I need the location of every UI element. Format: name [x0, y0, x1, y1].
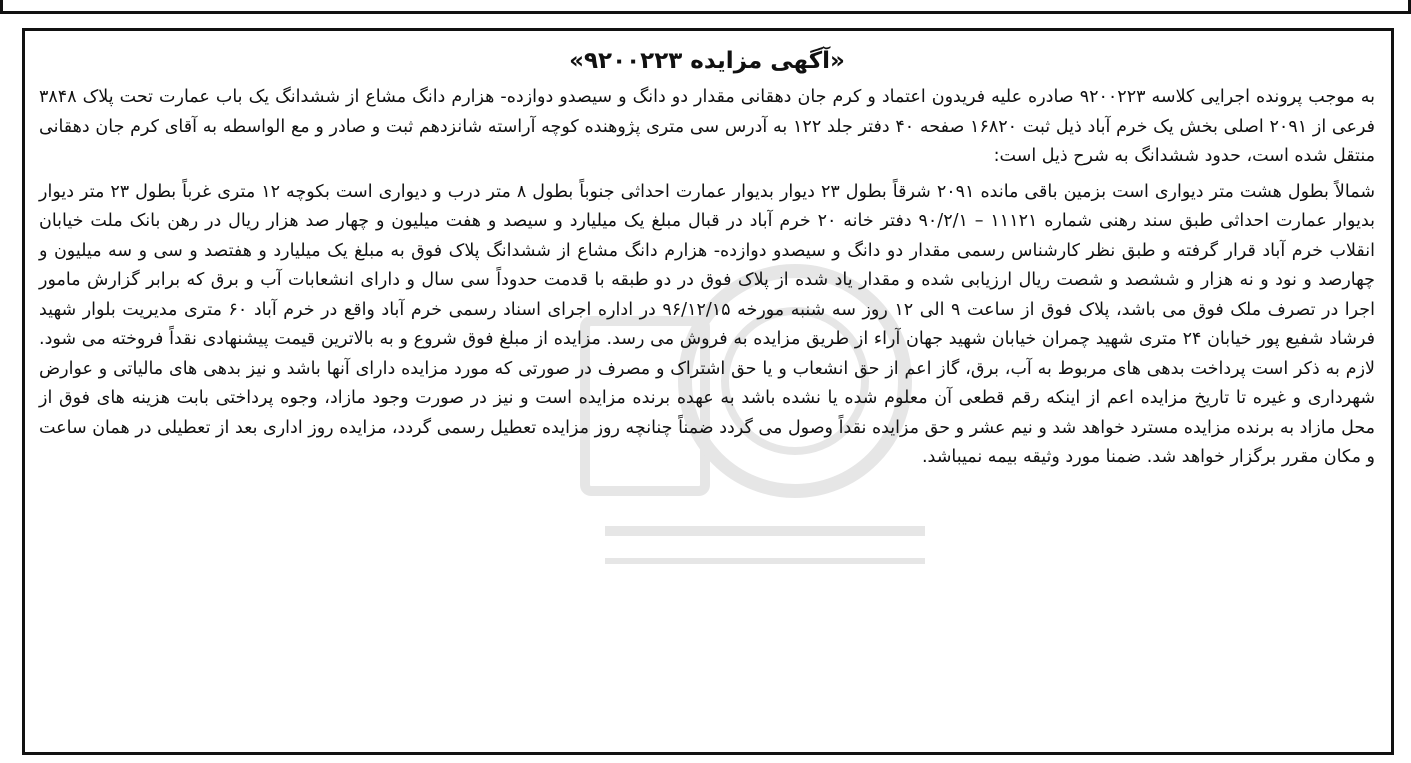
auction-notice-box	[22, 28, 1394, 755]
notice-paragraph-details: شمالاً بطول هشت متر دیواری است بزمین باقی مانده ۲۰۹۱ شرقاً بطول ۲۳ دیوار بدیوار عمارت احداثی جنوباً بطول ۸ متر درب و دیواری است بکوچه ۱۲ متری غرباً بطول ۲۳ متر دیوار بدیوار عمارت احداثی طبق سند رهنی شماره ۱۱۱۲۱ – ۹۰/۲/۱ دفتر خانه ۲۰ خرم آباد در قبال مبلغ یک میلیارد و سیصد و هفت میلیون و چهار صد هزار ریال در رهن بانک ملت خیابان انقلاب خرم آباد قرار گرفته و طبق نظر کارشناس رسمی مقدار دو دانگ و سیصدو دوازده- هزارم دانگ مشاع از ششدانگ پلاک فوق به مبلغ یک میلیارد و هفتصد و سی و سه میلیون و چهارصد و نود و نه هزار و ششصد و شصت ریال ارزیابی شده و مقدار یاد شده از پلاک فوق در دو طبقه با قدمت حدوداً سی سال و دارای انشعابات آب و برق که برابر گزارش مامور اجرا در تصرف ملک فوق می باشد، پلاک فوق از ساعت ۹ الی ۱۲ روز سه شنبه مورخه ۹۶/۱۲/۱۵ در اداره اجرای اسناد رسمی خرم آباد واقع در خرم آباد ۶۰ متری مدیریت بلوار شهید فرشاد شفیع پور خیابان ۲۴ متری شهید چمران خیابان شهید جهان آراء از طریق مزایده به فروش می رسد. مزایده از مبلغ فوق شروع و به بالاترین قیمت پیشنهادی نقداً فروخته می شود. لازم به ذکر است پرداخت بدهی های مربوط به آب، برق، گاز اعم از حق انشعاب و یا حق اشتراک و مصرف در صورتی که مورد مزایده دارای آنها باشد و نیز بدهی های مالیاتی و عوارض شهرداری و غیره تا تاریخ مزایده اعم از اینکه رقم قطعی آن معلوم شده یا نشده باشد به عهده برنده مزایده است و نیز در صورت وجود مازاد، وجوه پرداختی بابت هزینه های فوق از محل مازاد به برنده مزایده مسترد خواهد شد و نیم عشر و حق مزایده نقداً وصول می گردد ضمناً چنانچه روز مزایده تعطیل رسمی گردد، مزایده روز اداری بعد از تعطیلی در همان ساعت و مکان مقرر برگزار خواهد شد. ضمنا مورد وثیقه بیمه نمیباشد.	[39, 181, 1376, 467]
notice-title: «آگهی مزایده ۹۲۰۰۲۲۳»	[569, 48, 845, 74]
notice-paragraph-intro: به موجب پرونده اجرایی کلاسه ۹۲۰۰۲۲۳ صادره علیه فریدون اعتماد و کرم جان دهقانی مقدار دو دانگ و سیصدو دوازده- هزارم دانگ مشاع از ششدانگ یک باب عمارت تحت پلاک ۳۸۴۸ فرعی از ۲۰۹۱ اصلی بخش یک خرم آباد ذیل ثبت ۱۶۸۲۰ صفحه ۴۰ دفتر جلد ۱۲۲ به آدرس سی متری پژوهنده کوچه آراسته شانزدهم ثبت و صادر و مع الواسطه به آقای کرم جان دهقانی منتقل شده است، حدود ششدانگ به شرح ذیل است:	[39, 87, 1375, 166]
previous-notice-border	[0, 0, 1411, 14]
